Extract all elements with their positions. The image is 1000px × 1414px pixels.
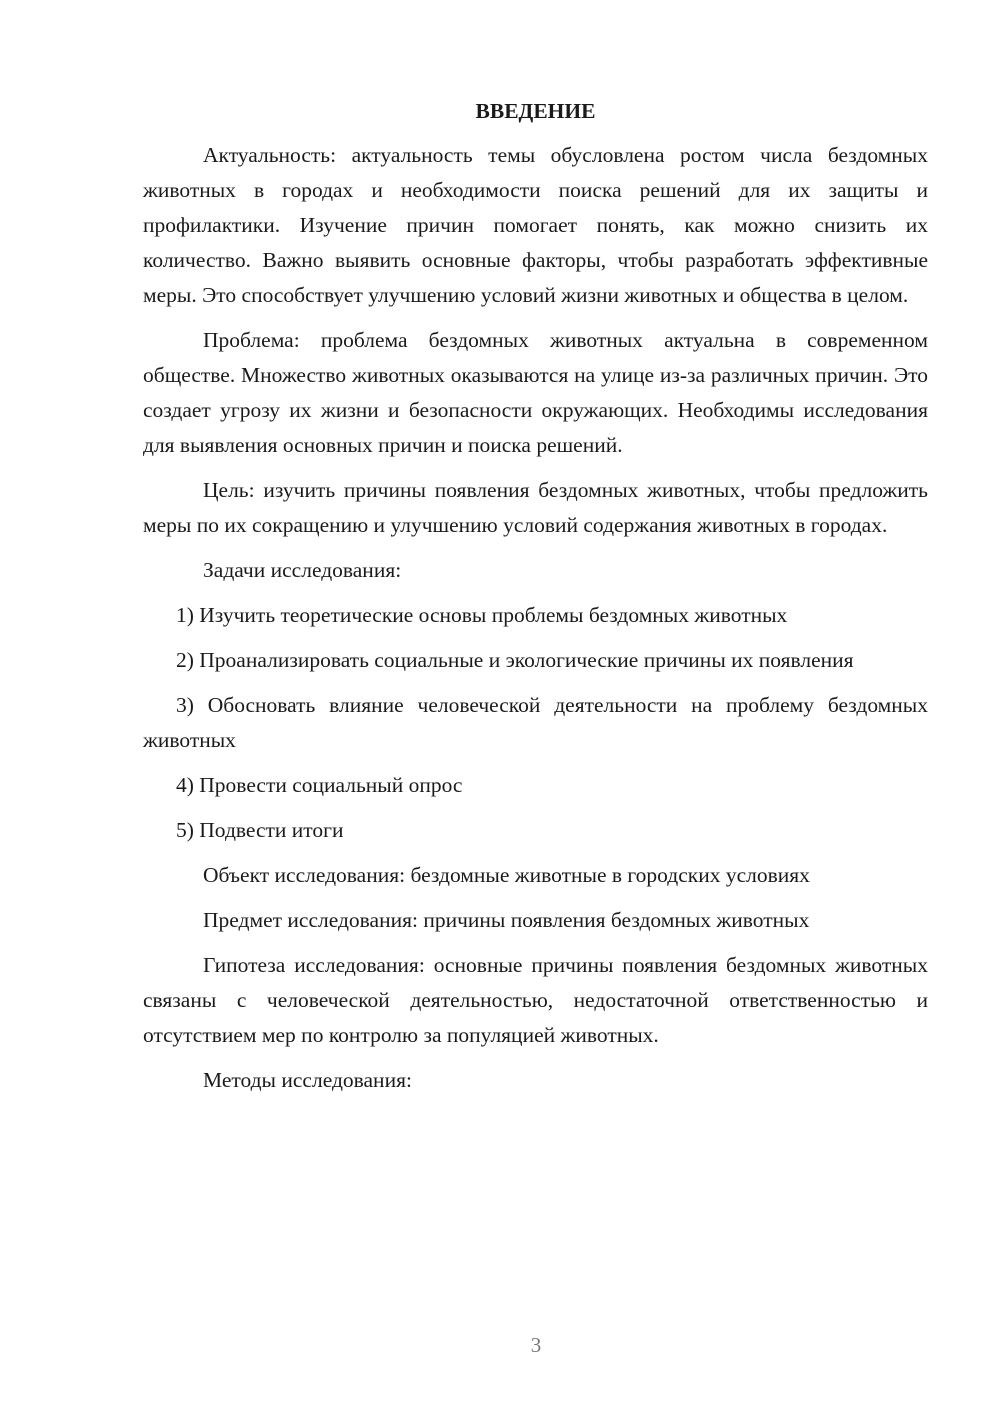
goal-paragraph: Цель: изучить причины появления бездомных животных, чтобы предложить меры по их сокращению и улучшению условий содержания животных в городах. [143, 478, 928, 537]
document-page [143, 94, 928, 1108]
research-object: Объект исследования: бездомные животные в городских условиях [203, 863, 810, 887]
page-number: 3 [530, 1333, 542, 1357]
task-item: 4) Провести социальный опрос [176, 773, 463, 797]
methods-heading: Методы исследования: [203, 1068, 412, 1092]
hypothesis-paragraph: Гипотеза исследования: основные причины появления бездомных животных связаны с человеческой деятельностью, недостаточной ответственностью и отсутствием мер по контролю за популяцией животных. [143, 953, 928, 1047]
relevance-paragraph: Актуальность: актуальность темы обусловлена ростом числа бездомных животных в городах и необходимости поиска решений для их защиты и профилактики. Изучение причин помогает понять, как можно снизить их количество. Важно выявить основные факторы, чтобы разработать эффективные меры. Это способствует улучшению условий жизни животных и общества в целом. [143, 143, 928, 307]
tasks-heading: Задачи исследования: [203, 558, 402, 582]
problem-paragraph: Проблема: проблема бездомных животных актуальна в современном обществе. Множество животных оказываются на улице из-за различных причин. Это создает угрозу их жизни и безопасности окружающих. Необходимы исследования для выявления основных причин и поиска решений. [143, 328, 928, 457]
task-item: 2) Проанализировать социальные и экологические причины их появления [176, 648, 854, 672]
task-item: 1) Изучить теоретические основы проблемы бездомных животных [176, 603, 788, 627]
task-item: 5) Подвести итоги [176, 818, 344, 842]
task-item: 3) Обосновать влияние человеческой деятельности на проблему бездомных животных [143, 693, 928, 752]
research-subject: Предмет исследования: причины появления бездомных животных [203, 908, 810, 932]
section-title: ВВЕДЕНИЕ [475, 99, 596, 123]
